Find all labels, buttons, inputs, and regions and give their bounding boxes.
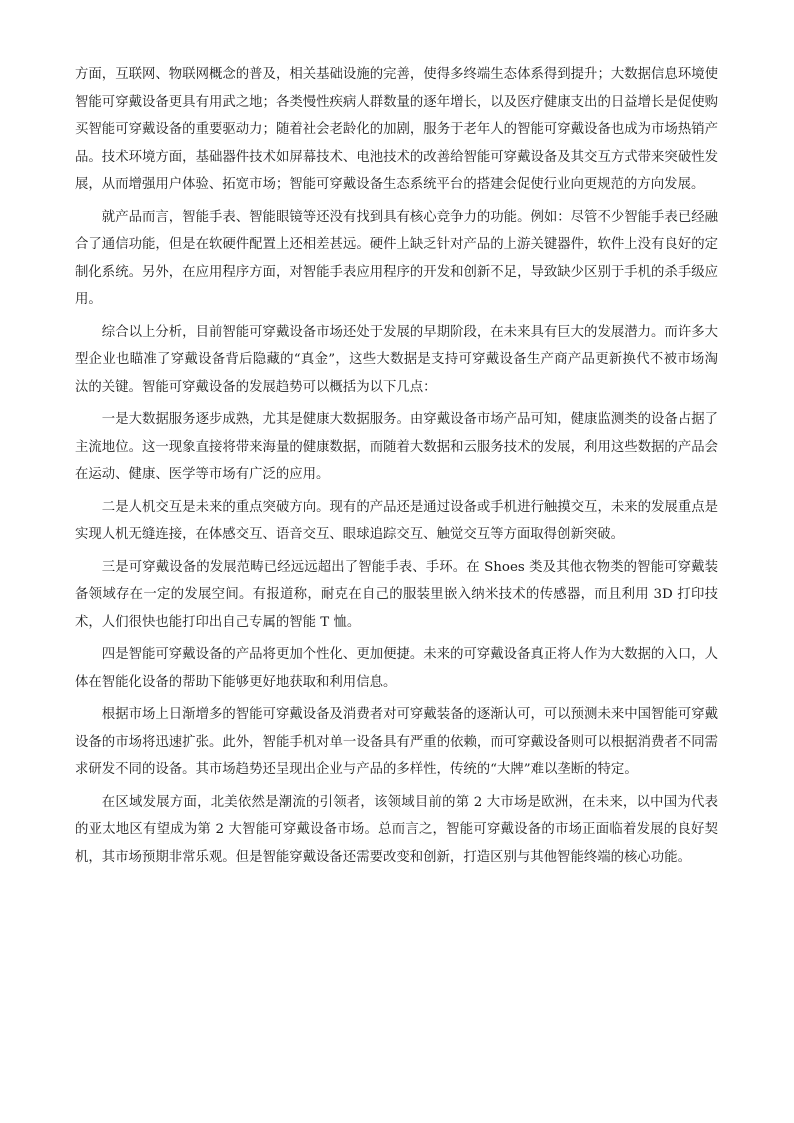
paragraph-9: 在区域发展方面，北美依然是潮流的引领者，该领域目前的第 2 大市场是欧洲，在未来，以中国为代表的亚太地区有望成为第 2 大智能可穿戴设备市场。总而言之，智能可穿戴设备的市场正面临着发展的良好契机，其市场预期非常乐观。但是智能穿戴设备还需要改变和创新，打造区别与其他智能终端的核心功能。 — [75, 794, 718, 865]
paragraph-6: 三是可穿戴设备的发展范畴已经远远超出了智能手表、手环。在 Shoes 类及其他衣物类的智能可穿戴装备领域存在一定的发展空间。有报道称，耐克在自己的服装里嵌入纳米技术的传感器，而且利用 3D 打印技术，人们很快也能打印出自己专属的智能 T 恤。 — [75, 559, 718, 630]
paragraph-8: 根据市场上日渐增多的智能可穿戴设备及消费者对可穿戴装备的逐渐认可，可以预测未来中国智能可穿戴设备的市场将迅速扩张。此外，智能手机对单一设备具有严重的依赖，而可穿戴设备则可以根据消费者不同需求研发不同的设备。其市场趋势还呈现出企业与产品的多样性，传统的“大牌”难以垄断的特定。 — [75, 707, 718, 777]
paragraph-2: 就产品而言，智能手表、智能眼镜等还没有找到具有核心竞争力的功能。例如：尽管不少智能手表已经融合了通信功能，但是在软硬件配置上还相差甚远。硬件上缺乏针对产品的上游关键器件，软件上没有良好的定制化系统。另外，在应用程序方面，对智能手表应用程序的开发和创新不足，导致缺少区别于手机的杀手级应用。 — [75, 209, 718, 307]
paragraph-4: 一是大数据服务逐步成熟，尤其是健康大数据服务。由穿戴设备市场产品可知，健康监测类的设备占据了主流地位。这一现象直接将带来海量的健康数据，而随着大数据和云服务技术的发展，利用这些数据的产品会在运动、健康、医学等市场有广泛的应用。 — [75, 412, 718, 482]
paragraph-5: 二是人机交互是未来的重点突破方向。现有的产品还是通过设备或手机进行触摸交互，未来的发展重点是实现人机无缝连接，在体感交互、语音交互、眼球追踪交互、触觉交互等方面取得创新突破。 — [75, 499, 718, 542]
paragraph-1: 方面，互联网、物联网概念的普及，相关基础设施的完善，使得多终端生态体系得到提升；大数据信息环境使智能可穿戴设备更具有用武之地；各类慢性疾病人群数量的逐年增长，以及医疗健康支出的日益增长是促使购买智能可穿戴设备的重要驱动力；随着社会老龄化的加剧，服务于老年人的智能可穿戴设备也成为市场热销产品。技术环境方面，基础器件技术如屏幕技术、电池技术的改善给智能可穿戴设备及其交互方式带来突破性发展，从而增强用户体验、拓宽市场；智能可穿戴设备生态系统平台的搭建会促使行业向更规范的方向发展。 — [75, 67, 718, 192]
document-body — [75, 61, 718, 876]
paragraph-3: 综合以上分析，目前智能可穿戴设备市场还处于发展的早期阶段，在未来具有巨大的发展潜力。而许多大型企业也瞄准了穿戴设备背后隐藏的“真金”，这些大数据是支持可穿戴设备生产商产品更新换代不被市场淘汰的关键。智能可穿戴设备的发展趋势可以概括为以下几点： — [75, 324, 718, 395]
paragraph-7: 四是智能可穿戴设备的产品将更加个性化、更加便捷。未来的可穿戴设备真正将人作为大数据的入口，人体在智能化设备的帮助下能够更好地获取和利用信息。 — [75, 647, 718, 690]
